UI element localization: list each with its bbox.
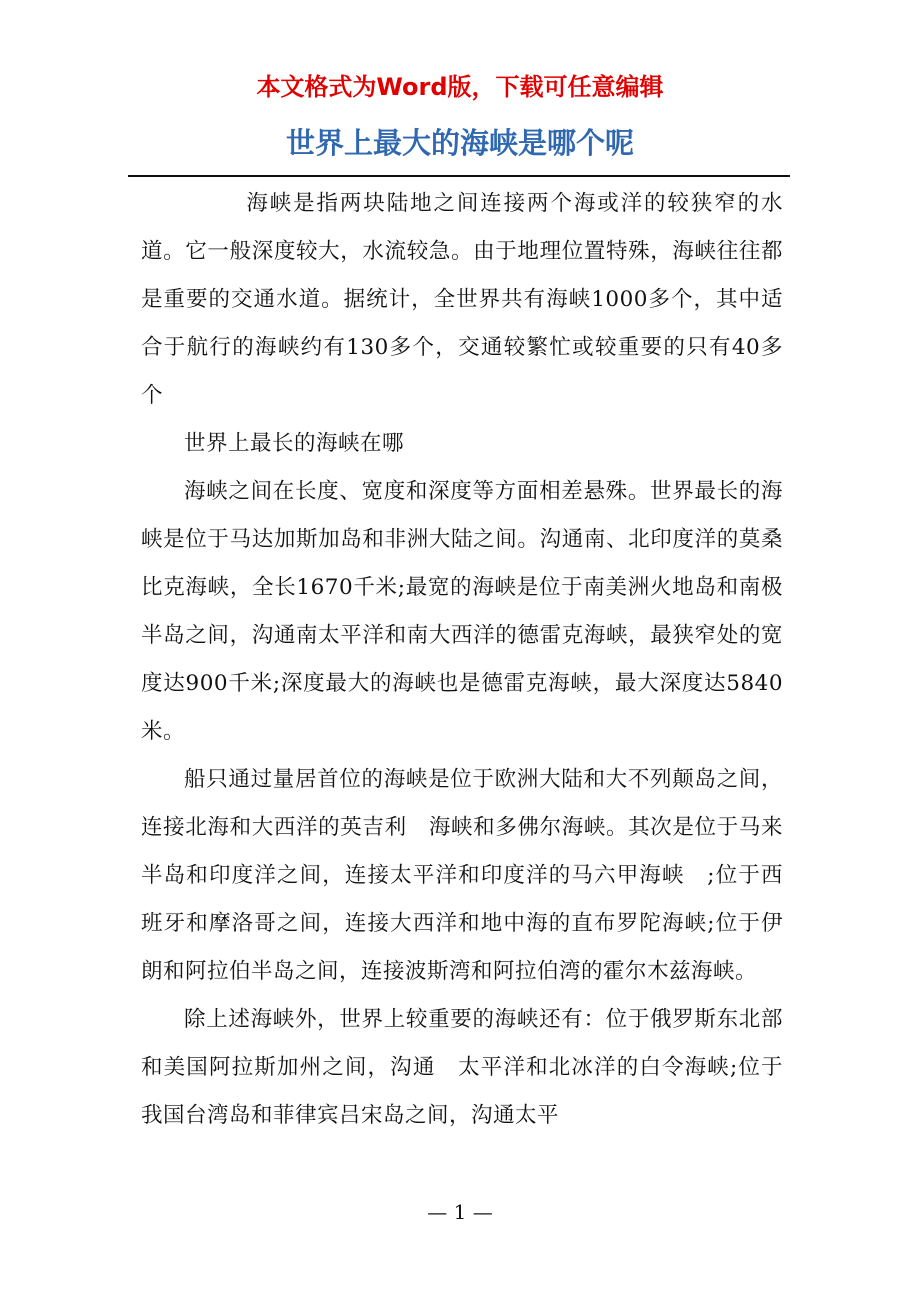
- title-divider: [128, 175, 790, 177]
- body-paragraph: 除上述海峡外，世界上较重要的海峡还有：位于俄罗斯东北部和美国阿拉斯加州之间，沟通 太平洋和北冰洋的白令海峡;位于我国台湾岛和菲律宾吕宋岛之间，沟通太平: [141, 1007, 783, 1128]
- document-body: [141, 180, 783, 1140]
- format-notice-banner: 本文格式为Word版，下载可任意编辑: [256, 73, 664, 101]
- section-heading: 世界上最长的海峡在哪: [184, 431, 405, 456]
- page-number: — 1 —: [427, 1200, 493, 1224]
- document-title: 世界上最大的海峡是哪个呢: [285, 126, 634, 160]
- intro-paragraph: 海峡是指两块陆地之间连接两个海或洋的较狭窄的水道。它一般深度较大，水流较急。由于地理位置特殊，海峡往往都是重要的交通水道。据统计，全世界共有海峡1000多个，其中适合于航行的海峡约有130多个，交通较繁忙或较重要的只有40多个: [141, 191, 783, 408]
- body-paragraph: 船只通过量居首位的海峡是位于欧洲大陆和大不列颠岛之间，连接北海和大西洋的英吉利 海峡和多佛尔海峡。其次是位于马来半岛和印度洋之间，连接太平洋和印度洋的马六甲海峡 ;位于西班牙和摩洛哥之间，连接大西洋和地中海的直布罗陀海峡;位于伊朗和阿拉伯半岛之间，连接波斯湾和阿拉伯湾的霍尔木兹海峡。: [141, 767, 783, 984]
- body-paragraph: 海峡之间在长度、宽度和深度等方面相差悬殊。世界最长的海峡是位于马达加斯加岛和非洲大陆之间。沟通南、北印度洋的莫桑比克海峡，全长1670千米;最宽的海峡是位于南美洲火地岛和南极半岛之间，沟通南太平洋和南大西洋的德雷克海峡，最狭窄处的宽度达900千米;深度最大的海峡也是德雷克海峡，最大深度达5840米。: [141, 479, 783, 744]
